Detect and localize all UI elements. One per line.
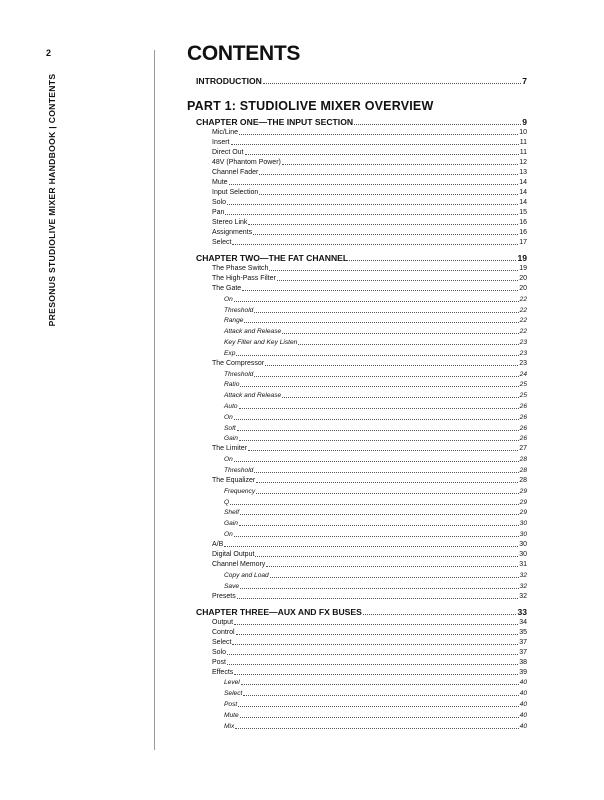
toc-section-entry[interactable]: [196, 217, 527, 227]
toc-entry-page: 25: [519, 381, 527, 389]
toc-entry-label: CHAPTER THREE—AUX AND FX BUSES: [196, 606, 362, 617]
toc-chapter-entry[interactable]: [196, 605, 527, 617]
toc-section-entry[interactable]: [196, 177, 527, 187]
dot-leader: [237, 430, 519, 431]
dot-leader: [363, 614, 517, 615]
toc-entry-page: 28: [519, 466, 527, 474]
dot-leader: [243, 695, 518, 696]
toc-section-entry[interactable]: [196, 197, 527, 207]
toc-section-entry[interactable]: [196, 167, 527, 177]
dot-leader: [269, 270, 518, 271]
toc-entry-label: Solo: [212, 199, 227, 206]
dot-leader: [282, 333, 518, 334]
toc-entry-label: CHAPTER TWO—THE FAT CHANNEL: [196, 253, 349, 263]
toc-section-entry[interactable]: [196, 517, 527, 528]
toc-entry-page: 37: [519, 648, 527, 656]
toc-section-entry[interactable]: [196, 325, 527, 336]
dot-leader: [349, 260, 516, 261]
toc-entry-page: 40: [519, 711, 527, 719]
toc-section-entry[interactable]: [196, 157, 527, 167]
dot-leader: [282, 397, 518, 398]
toc-entry-page: 27: [519, 445, 527, 453]
dot-leader: [255, 556, 518, 557]
toc-entry-page: 19: [517, 253, 527, 263]
dot-leader: [232, 644, 518, 645]
toc-entry-page: 16: [519, 219, 527, 226]
dot-leader: [265, 365, 518, 366]
dot-leader: [234, 301, 519, 302]
toc-entry-page: 14: [519, 179, 527, 186]
toc-entry-page: 37: [519, 638, 527, 646]
toc-entry-label: Input Selection: [212, 189, 259, 196]
toc-entry-label: Solo: [212, 648, 227, 656]
toc-section-entry[interactable]: [196, 657, 527, 667]
toc-section-entry[interactable]: [196, 443, 527, 453]
toc-section-entry[interactable]: [196, 617, 527, 627]
toc-section-entry[interactable]: [196, 336, 527, 347]
toc-section-entry[interactable]: [196, 647, 527, 657]
toc-section-entry[interactable]: [196, 485, 527, 496]
dot-leader: [242, 290, 518, 291]
toc-entry-label: The Equalizer: [212, 476, 256, 484]
toc-entry-label: Exp: [224, 349, 236, 357]
divider-line: [154, 50, 155, 750]
toc-section-entry[interactable]: [196, 559, 527, 569]
toc-section-entry[interactable]: [196, 580, 527, 591]
toc-entry-label: Shelf: [224, 509, 240, 517]
toc-section-entry[interactable]: [196, 464, 527, 475]
toc-entry-label: Gain: [224, 520, 238, 528]
dot-leader: [298, 344, 518, 345]
dot-leader: [240, 717, 519, 718]
dot-leader: [235, 728, 518, 729]
toc-section-entry[interactable]: [196, 358, 527, 368]
dot-leader: [259, 194, 518, 195]
toc-entry-label: The Compressor: [212, 359, 265, 367]
toc-entry-label: Pan: [212, 209, 225, 216]
toc-entry-label: Threshold: [224, 306, 254, 314]
toc-entry-page: 40: [519, 722, 527, 730]
toc-entry-page: 39: [519, 668, 527, 676]
toc-section-entry[interactable]: [196, 127, 527, 137]
toc-entry-label: Stereo Link: [212, 219, 248, 226]
dot-leader: [236, 634, 519, 635]
toc-entry-page: 35: [519, 628, 527, 636]
dot-leader: [234, 461, 519, 462]
toc-entry-label: Threshold: [224, 466, 254, 474]
toc-entry-label: Range: [224, 317, 244, 325]
dot-leader: [229, 184, 519, 185]
dot-leader: [248, 224, 518, 225]
toc-section-entry[interactable]: [196, 237, 527, 247]
toc-section-entry[interactable]: [196, 368, 527, 379]
toc-entry-label: Select: [212, 638, 232, 646]
toc-entry-label: Insert: [212, 139, 230, 146]
toc-section-entry[interactable]: [196, 273, 527, 283]
toc-entry-page: 12: [519, 159, 527, 166]
toc-section-entry[interactable]: [196, 667, 527, 677]
toc-entry-label: Select: [224, 690, 243, 698]
toc-section-entry[interactable]: [196, 539, 527, 549]
dot-leader: [227, 654, 518, 655]
toc-entry-label: Assignments: [212, 229, 253, 236]
dot-leader: [253, 234, 518, 235]
toc-section-entry[interactable]: [196, 379, 527, 390]
dot-leader: [239, 440, 519, 441]
toc-entry-page: 23: [519, 349, 527, 357]
dot-leader: [259, 174, 518, 175]
toc-entry-label: Threshold: [224, 370, 254, 378]
toc-section-entry[interactable]: [196, 283, 527, 293]
toc-entry-page: 14: [519, 189, 527, 196]
toc-entry-page: 40: [519, 700, 527, 708]
toc-entry-page: 11: [519, 149, 527, 156]
dot-leader: [234, 674, 518, 675]
toc-entry-label: CHAPTER ONE—THE INPUT SECTION: [196, 117, 354, 127]
toc-entry-page: 22: [519, 328, 527, 336]
toc-section-entry[interactable]: [196, 507, 527, 518]
toc-entry-label: The Phase Switch: [212, 265, 269, 272]
dot-leader: [234, 536, 519, 537]
toc-entry-label: Frequency: [224, 487, 256, 495]
toc-entry-page: 30: [519, 540, 527, 548]
toc-entry-page: 40: [519, 679, 527, 687]
toc-entry-label: On: [224, 295, 233, 303]
toc-entry-label: On: [224, 413, 233, 421]
dot-leader: [234, 419, 519, 420]
dot-leader: [234, 624, 518, 625]
dot-leader: [241, 684, 519, 685]
toc-section-entry[interactable]: [196, 591, 527, 601]
toc-entry-page: 20: [519, 275, 527, 282]
toc-section-entry[interactable]: [196, 389, 527, 400]
toc-entry-page: 26: [519, 435, 527, 443]
toc-chapter-entry[interactable]: [196, 251, 527, 263]
toc-entry-page: 29: [519, 509, 527, 517]
toc-entry-label: Direct Out: [212, 149, 244, 156]
toc-entry-label: Key Filter and Key Listen: [224, 338, 298, 346]
toc-entry-page: 29: [519, 498, 527, 506]
part-heading: PART 1: STUDIOLIVE MIXER OVERVIEW: [187, 99, 434, 113]
dot-leader: [225, 214, 518, 215]
side-running-header: PRESONUS STUDIOLIVE MIXER HANDBOOK | CONTENTS: [47, 73, 57, 327]
toc-entry-label: Channel Fader: [212, 169, 259, 176]
toc-entry-page: 30: [519, 530, 527, 538]
toc-entry-page: 32: [519, 592, 527, 600]
dot-leader: [263, 83, 521, 84]
dot-leader: [254, 376, 518, 377]
toc-entry-page: 26: [519, 424, 527, 432]
toc-entry-page: 34: [519, 618, 527, 626]
dot-leader: [254, 472, 518, 473]
toc-section-entry[interactable]: [196, 637, 527, 647]
toc-entry-label: Post: [212, 658, 227, 666]
toc-entry-label: Auto: [224, 402, 238, 410]
toc-entry-page: 30: [519, 550, 527, 558]
toc-entry-label: 48V (Phantom Power): [212, 159, 281, 166]
toc-entry-page: 31: [519, 560, 527, 568]
toc-entry-label: Control: [212, 628, 235, 636]
toc-entry-page: 13: [519, 169, 527, 176]
toc-entry-page: 9: [522, 117, 527, 127]
toc-entry-page: 30: [519, 520, 527, 528]
page-title: CONTENTS: [187, 42, 301, 65]
toc-entry-label: Copy and Load: [224, 571, 269, 579]
dot-leader: [240, 514, 519, 515]
toc-entry-page: 23: [519, 359, 527, 367]
toc-entry-label: Digital Output: [212, 550, 255, 558]
toc-section-entry[interactable]: [196, 496, 527, 507]
dot-leader: [248, 450, 518, 451]
toc-entry-label: Level: [224, 679, 240, 687]
toc-section-entry[interactable]: [196, 411, 527, 422]
chapter-list: [196, 115, 527, 731]
dot-leader: [256, 482, 518, 483]
toc-entry-label: Mute: [224, 711, 239, 719]
toc-entry-page: 22: [519, 317, 527, 325]
toc-section-entry[interactable]: [196, 433, 527, 444]
toc-entry-page: 28: [519, 456, 527, 464]
toc-section-entry[interactable]: [196, 627, 527, 637]
toc-entry-page: 22: [519, 306, 527, 314]
toc-entry-page: 26: [519, 413, 527, 421]
toc-section-entry[interactable]: [196, 453, 527, 464]
toc-entry-label: Mix: [224, 722, 235, 730]
toc-entry-label: A/B: [212, 540, 224, 548]
toc-section-entry[interactable]: [196, 137, 527, 147]
toc-entry-page: 26: [519, 402, 527, 410]
toc-chapter-entry[interactable]: [196, 115, 527, 127]
toc-entry-label: INTRODUCTION: [196, 76, 262, 86]
toc-section-entry[interactable]: [196, 720, 527, 731]
toc-section-entry[interactable]: [196, 293, 527, 304]
dot-leader: [239, 408, 519, 409]
toc-section-entry[interactable]: [196, 147, 527, 157]
toc-entry-label: The High-Pass Filter: [212, 275, 276, 282]
dot-leader: [240, 386, 518, 387]
dot-leader: [240, 588, 519, 589]
toc-entry-page: 40: [519, 690, 527, 698]
toc-entry-page: 23: [519, 338, 527, 346]
toc-section-entry[interactable]: [196, 549, 527, 559]
toc-entry-label: On: [224, 456, 233, 464]
toc-section-entry[interactable]: [196, 475, 527, 485]
toc-entry-page: 11: [519, 139, 527, 146]
toc-entry-page: 7: [522, 76, 527, 86]
toc-entry-label: Attack and Release: [224, 392, 282, 400]
toc-section-entry[interactable]: [196, 709, 527, 720]
dot-leader: [236, 355, 518, 356]
toc-entry-page: 25: [519, 392, 527, 400]
toc-entry-page: 28: [519, 476, 527, 484]
toc-section-entry[interactable]: [196, 677, 527, 688]
dot-leader: [270, 577, 519, 578]
dot-leader: [245, 154, 519, 155]
dot-leader: [256, 493, 519, 494]
dot-leader: [227, 664, 518, 665]
toc-entry-introduction[interactable]: [196, 74, 527, 86]
toc-entry-label: Post: [224, 700, 238, 708]
toc-entry-label: Presets: [212, 592, 236, 600]
dot-leader: [239, 134, 518, 135]
toc-entry-label: Mic/Line: [212, 129, 239, 136]
toc-section-entry[interactable]: [196, 227, 527, 237]
toc-entry-label: Output: [212, 618, 234, 626]
toc-entry-page: 17: [519, 239, 527, 246]
dot-leader: [230, 504, 519, 505]
toc-entry-page: 14: [519, 199, 527, 206]
toc-entry-page: 24: [519, 370, 527, 378]
dot-leader: [239, 525, 519, 526]
toc-section-entry[interactable]: [196, 698, 527, 709]
toc-entry-label: Attack and Release: [224, 328, 282, 336]
toc-section-entry[interactable]: [196, 400, 527, 411]
dot-leader: [282, 164, 518, 165]
table-of-contents: [187, 74, 527, 731]
dot-leader: [231, 144, 519, 145]
toc-section-entry[interactable]: [196, 207, 527, 217]
toc-entry-page: 10: [519, 129, 527, 136]
toc-section-entry[interactable]: [196, 263, 527, 273]
toc-section-entry[interactable]: [196, 569, 527, 580]
toc-entry-label: Ratio: [224, 381, 240, 389]
toc-entry-label: The Limiter: [212, 445, 248, 453]
dot-leader: [266, 566, 518, 567]
dot-leader: [224, 546, 518, 547]
toc-section-entry[interactable]: [196, 304, 527, 315]
toc-entry-label: Mute: [212, 179, 228, 186]
dot-leader: [227, 204, 518, 205]
toc-entry-page: 29: [519, 487, 527, 495]
dot-leader: [238, 706, 518, 707]
toc-entry-page: 22: [519, 295, 527, 303]
toc-entry-label: Soft: [224, 424, 236, 432]
toc-entry-page: 33: [517, 606, 527, 617]
toc-entry-label: Effects: [212, 668, 234, 676]
dot-leader: [277, 280, 518, 281]
dot-leader: [237, 598, 518, 599]
page-number: 2: [46, 48, 52, 58]
toc-entry-label: The Gate: [212, 285, 242, 292]
toc-entry-page: 15: [519, 209, 527, 216]
toc-entry-label: On: [224, 530, 233, 538]
toc-section-entry[interactable]: [196, 422, 527, 433]
toc-entry-page: 20: [519, 285, 527, 292]
toc-entry-page: 32: [519, 582, 527, 590]
dot-leader: [354, 124, 521, 125]
toc-section-entry[interactable]: [196, 315, 527, 326]
toc-entry-page: 38: [519, 658, 527, 666]
toc-entry-label: Select: [212, 239, 232, 246]
toc-section-entry[interactable]: [196, 687, 527, 698]
toc-entry-label: Q: [224, 498, 230, 506]
toc-section-entry[interactable]: [196, 528, 527, 539]
toc-section-entry[interactable]: [196, 187, 527, 197]
toc-entry-page: 32: [519, 571, 527, 579]
dot-leader: [232, 244, 518, 245]
toc-entry-label: Save: [224, 582, 240, 590]
dot-leader: [244, 322, 518, 323]
toc-entry-page: 19: [519, 265, 527, 272]
toc-entry-page: 16: [519, 229, 527, 236]
toc-section-entry[interactable]: [196, 347, 527, 358]
toc-entry-label: Gain: [224, 435, 238, 443]
toc-entry-label: Channel Memory: [212, 560, 266, 568]
dot-leader: [254, 312, 518, 313]
